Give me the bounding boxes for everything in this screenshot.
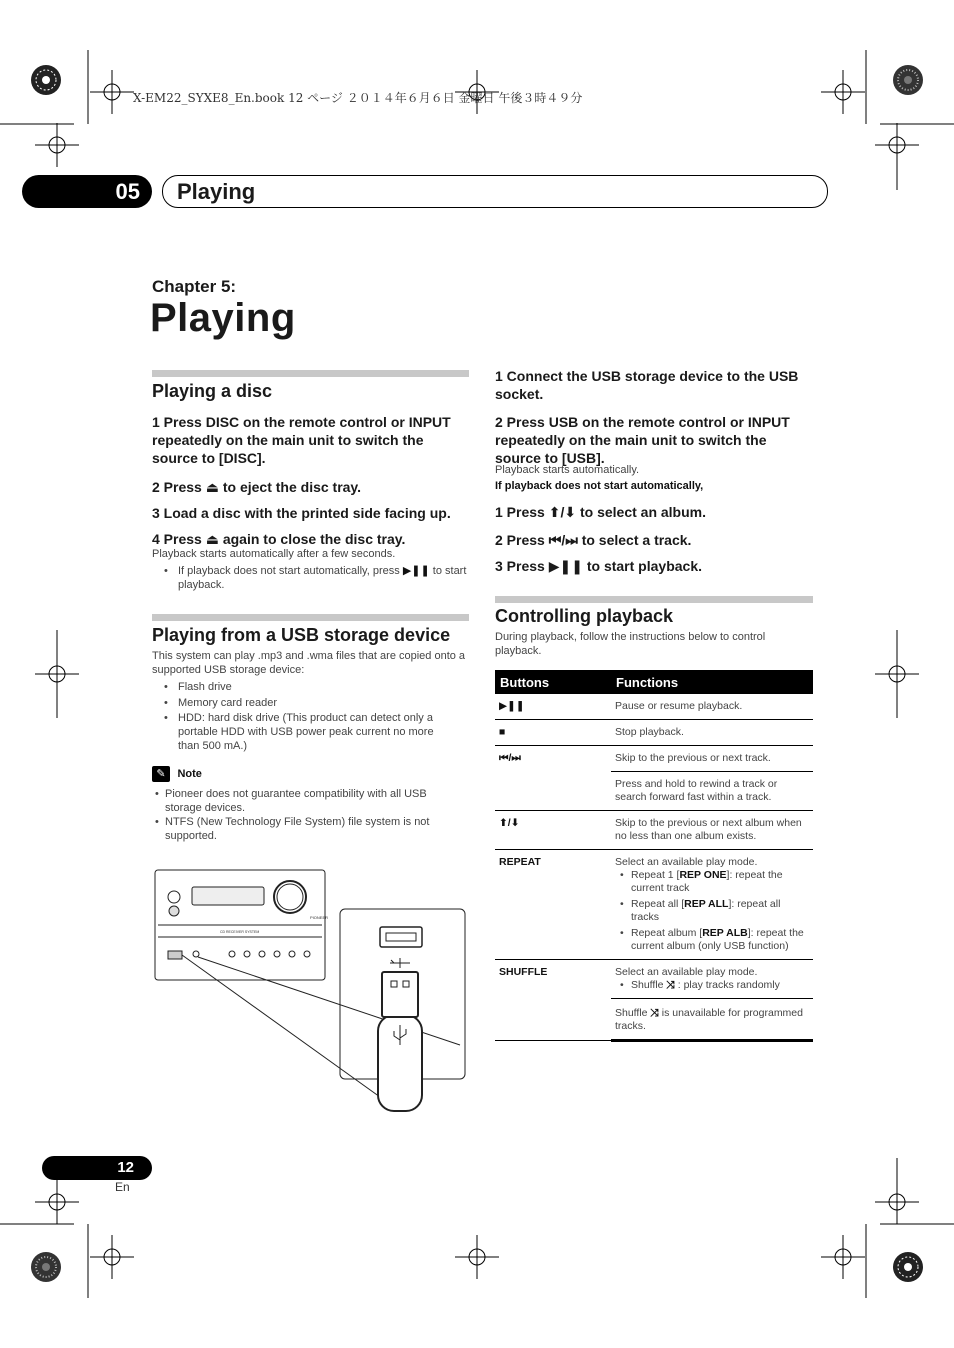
language-code: En xyxy=(115,1180,130,1194)
table-cell: Skip to the previous or next album when no less than one album exists. xyxy=(611,811,813,850)
disc-step-2: 2 Press ⏏ to eject the disc tray. xyxy=(152,479,362,495)
disc-auto-text: Playback starts automatically after a few seconds. xyxy=(152,548,396,560)
skip-prev-next-icon: ⏮/⏭ xyxy=(495,746,611,811)
disc-step-3: 3 Load a disc with the printed side facing up. xyxy=(152,505,451,521)
table-cell: Stop playback. xyxy=(611,720,813,746)
usb-auto-text: Playback starts automatically. xyxy=(495,464,640,476)
table-cell: Select an available play mode. • Repeat 1 [REP ONE]: repeat the current track • Repeat all [REP ALL]: repeat all tracks • Repeat album [REP ALB]: repeat the current album (only USB function) xyxy=(611,850,813,960)
section-bar xyxy=(152,614,469,621)
disc-step-4: 4 Press ⏏ again to close the disc tray. xyxy=(152,531,406,547)
shuffle-icon: ⤨ xyxy=(666,979,675,991)
table-row xyxy=(495,746,813,772)
list-item: • Flash drive xyxy=(164,681,232,693)
chapter-label: Chapter 5: xyxy=(152,277,237,296)
section-bar xyxy=(495,596,813,603)
play-pause-icon: ▶❚❚ xyxy=(495,694,611,720)
usb-sub-step-1: 1 Press ⬆/⬇ to select an album. xyxy=(495,504,707,520)
note-pencil-icon: ✎ xyxy=(152,766,170,782)
section-heading-disc: Playing a disc xyxy=(152,381,273,401)
table-row xyxy=(495,720,813,746)
chapter-header-title: Playing xyxy=(162,175,828,208)
col-buttons: Buttons xyxy=(495,670,611,694)
svg-text:PIONEER: PIONEER xyxy=(310,915,329,920)
list-item: • Memory card reader xyxy=(164,697,278,709)
table-row xyxy=(495,811,813,850)
chapter-header-bar xyxy=(22,175,814,209)
table-cell: Pause or resume playback. xyxy=(611,694,813,720)
note-item: • Pioneer does not guarantee compatibility with all USB storage devices. xyxy=(155,788,427,814)
table-row xyxy=(495,850,813,960)
stop-icon: ■ xyxy=(495,720,611,746)
svg-text:CD RECEIVER SYSTEM: CD RECEIVER SYSTEM xyxy=(220,930,260,934)
disc-step-1: 1 Press DISC on the remote control or INPUT repeatedly on the main unit to switch the source to [DISC]. xyxy=(152,414,451,466)
repeat-button-label: REPEAT xyxy=(495,850,611,960)
table-cell: Shuffle ⤨ is unavailable for programmed tracks. xyxy=(611,999,813,1041)
usb-sub-step-3: 3 Press ▶❚❚ to start playback. xyxy=(495,558,702,574)
usb-intro: This system can play .mp3 and .wma files that are copied onto a supported USB storage device: xyxy=(152,650,466,676)
usb-if-not: If playback does not start automatically, xyxy=(495,480,704,492)
file-info-line: X-EM22_SYXE8_En.book 12 ページ ２０１４年６月６日 金曜日 午後３時４９分 xyxy=(133,91,583,105)
color-target-br xyxy=(893,1252,923,1282)
album-up-down-icon: ⬆/⬇ xyxy=(495,811,611,850)
usb-connection-illustration xyxy=(150,865,470,1115)
shuffle-button-label: SHUFFLE xyxy=(495,960,611,1041)
section-heading-usb: Playing from a USB storage device xyxy=(152,625,451,645)
eject-icon: ⏏ xyxy=(205,479,219,495)
crosshair-tl xyxy=(90,70,134,114)
disc-bullet: • If playback does not start automatically, press ▶❚❚ to start playback. xyxy=(164,565,467,591)
album-up-down-icon: ⬆/⬇ xyxy=(548,504,577,520)
play-pause-icon: ▶❚❚ xyxy=(402,565,430,577)
table-header-row xyxy=(495,670,813,694)
table-cell: Press and hold to rewind a track or search forward fast within a track. xyxy=(611,772,813,811)
controls-table xyxy=(495,670,813,1042)
control-intro: During playback, follow the instructions below to control playback. xyxy=(495,631,766,657)
page-number: 12 xyxy=(42,1156,152,1180)
table-cell: Skip to the previous or next track. xyxy=(611,746,813,772)
note-item: • NTFS (New Technology File System) file system is not supported. xyxy=(155,816,430,842)
play-pause-icon: ▶❚❚ xyxy=(548,558,583,574)
col-functions: Functions xyxy=(611,670,813,694)
table-row xyxy=(495,694,813,720)
skip-prev-next-icon: ⏮/⏭ xyxy=(548,532,578,548)
list-item: • HDD: hard disk drive (This product can detect only a portable HDD with USB power peak current no more than 500 mA.) xyxy=(164,712,434,752)
note-header: ✎ Note xyxy=(152,765,202,783)
usb-sub-step-2: 2 Press ⏮/⏭ to select a track. xyxy=(495,532,692,548)
eject-icon: ⏏ xyxy=(205,531,219,547)
table-row xyxy=(495,960,813,999)
color-target-tr xyxy=(893,65,923,95)
section-heading-control: Controlling playback xyxy=(495,606,674,626)
controls-table-wrap xyxy=(495,670,813,1042)
shuffle-icon: ⤨ xyxy=(650,1007,659,1019)
color-target-bl xyxy=(31,1252,61,1282)
section-bar xyxy=(152,370,469,377)
usb-step-1: 1 Connect the USB storage device to the USB socket. xyxy=(495,368,799,402)
color-target-tl xyxy=(31,65,61,95)
chapter-number: 05 xyxy=(22,175,152,208)
usb-step-2: 2 Press USB on the remote control or INPUT repeatedly on the main unit to switch the source to [USB]. xyxy=(495,414,790,466)
table-cell: Select an available play mode. • Shuffle ⤨ : play tracks randomly xyxy=(611,960,813,999)
page-title: Playing xyxy=(150,296,296,340)
